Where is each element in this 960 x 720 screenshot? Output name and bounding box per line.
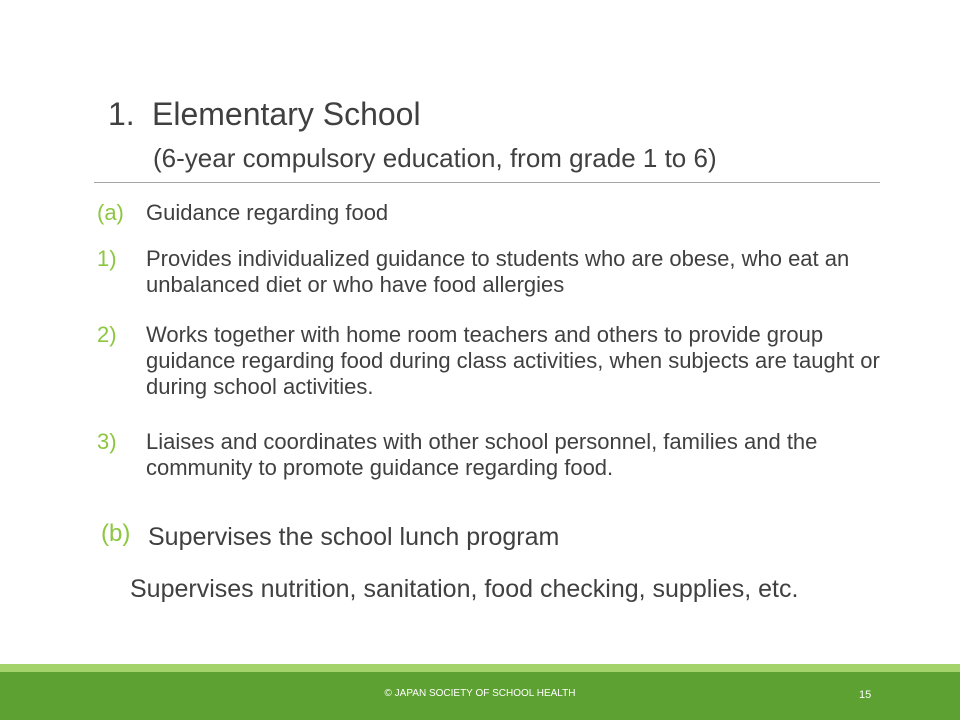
footer-copyright: © JAPAN SOCIETY OF SCHOOL HEALTH: [384, 688, 576, 699]
list-item-marker: 1): [97, 246, 117, 271]
title-heading: Elementary School: [152, 96, 421, 132]
title-divider: [94, 182, 880, 183]
title-subtitle: (6-year compulsory education, from grade 1 to 6): [153, 143, 717, 173]
section-b-label: Supervises the school lunch program: [148, 523, 560, 551]
title-number: 1.: [108, 96, 135, 132]
list-item-text: Liaises and coordinates with other school personnel, families and the community to promote guidance regarding food.: [146, 429, 818, 480]
list-item-text: Works together with home room teachers and others to provide group guidance regarding food during class activities, when subjects are taught or during school activities.: [146, 322, 880, 399]
slide-title: [108, 96, 421, 133]
list-item-marker: 3): [97, 429, 117, 454]
section-b-detail: Supervises nutrition, sanitation, food checking, supplies, etc.: [130, 575, 799, 603]
section-a-label: Guidance regarding food: [146, 200, 389, 225]
section-a-marker: (a): [97, 200, 124, 225]
page-number: 15: [859, 689, 872, 701]
footer-accent-stripe: [0, 664, 960, 672]
list-item-marker: 2): [97, 322, 117, 347]
list-item-text: Provides individualized guidance to students who are obese, who eat an unbalanced diet or who have food allergies: [146, 246, 850, 297]
section-b-marker: (b): [101, 520, 131, 547]
